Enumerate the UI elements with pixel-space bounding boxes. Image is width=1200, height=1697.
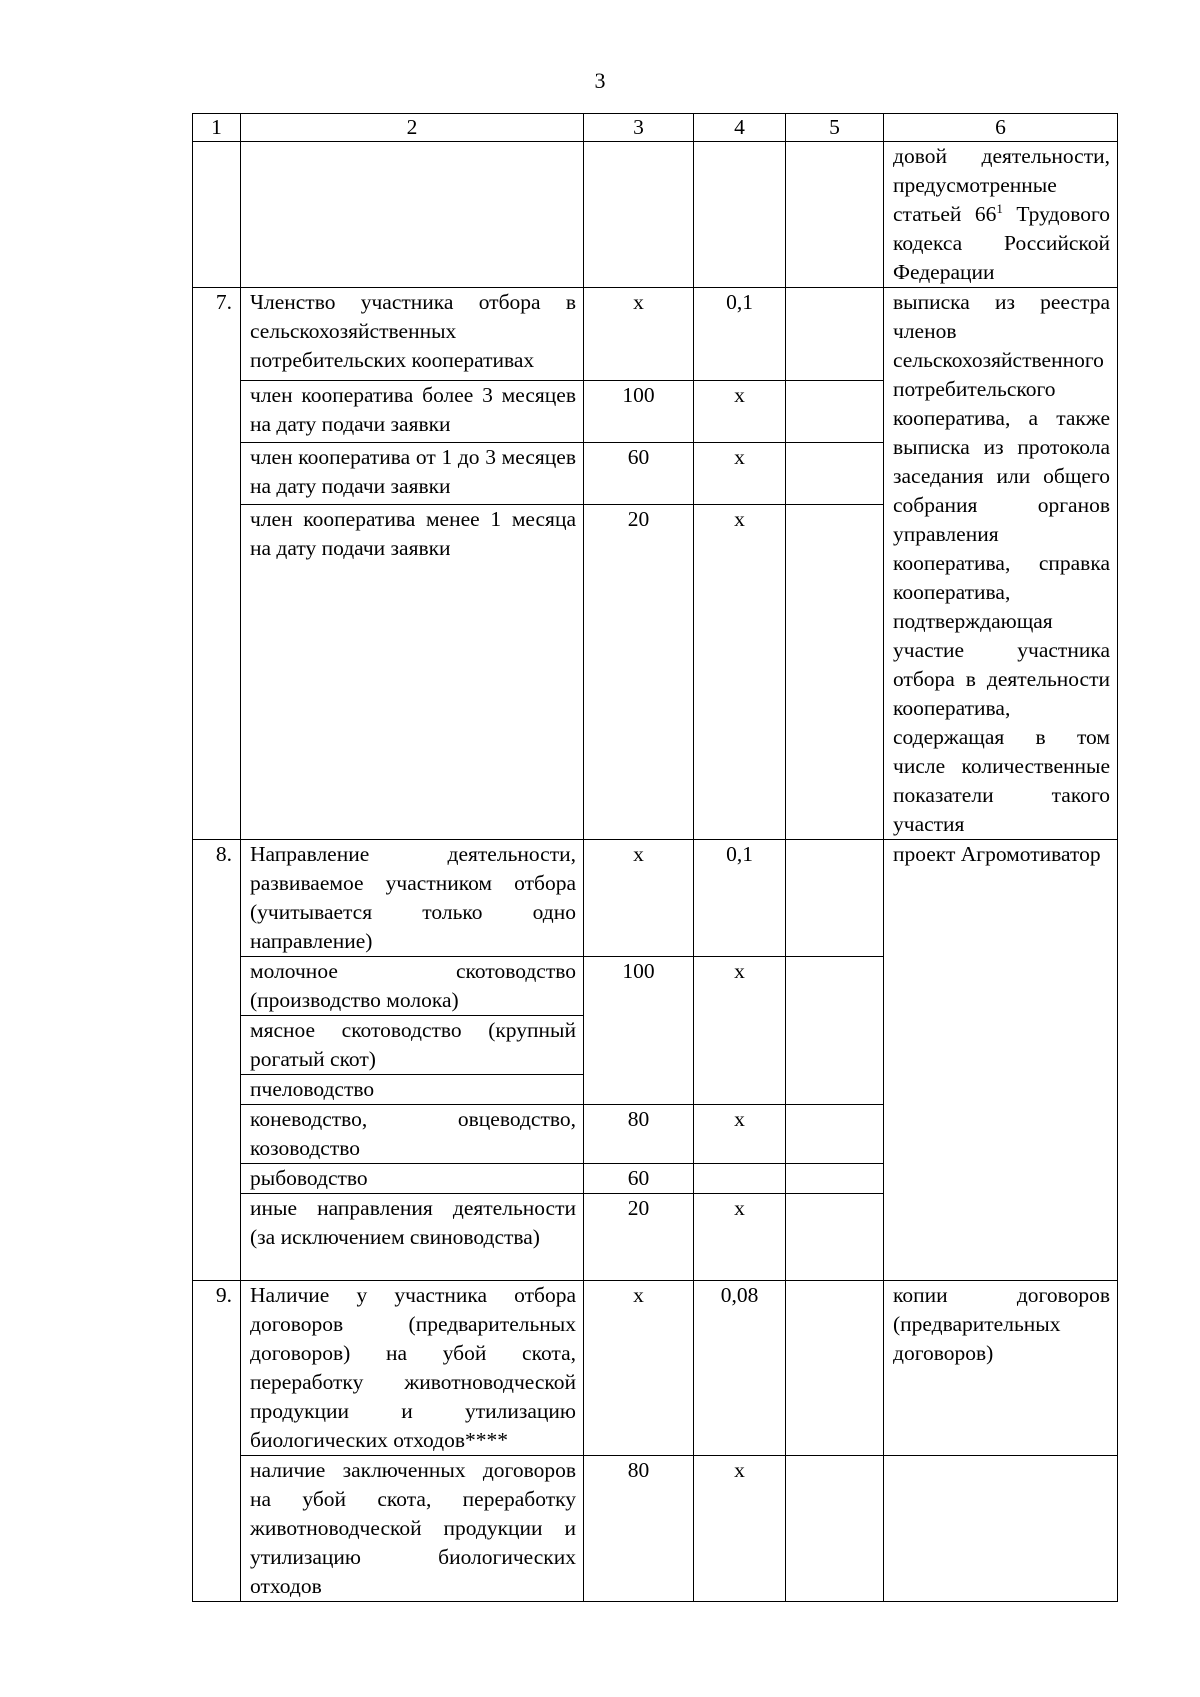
points-value: х [584,288,694,381]
criterion-cell [241,142,584,288]
table-header-row [193,114,1118,142]
document-cell: копии договоров (предварительных договоров) [884,1281,1118,1456]
column-header-3: 3 [584,114,694,142]
table-row-continuation [193,142,1118,288]
document-cell: проект Агромотиватор [884,840,1118,1281]
value-cell [786,1281,884,1456]
document-cell [884,142,1118,288]
weight-value: х [694,380,786,442]
sub-criterion: пчеловодство [241,1075,584,1105]
number-cell [193,380,241,442]
number-cell [193,442,241,504]
number-cell [193,1456,241,1602]
weight-value: х [694,1456,786,1602]
sub-criterion: мясное скотоводство (крупный рогатый скот) [241,1016,584,1075]
points-value: х [584,840,694,957]
number-cell [193,1105,241,1164]
points-value: 80 [584,1105,694,1164]
article-superscript: 1 [996,201,1003,216]
row-number: 9. [193,1281,241,1456]
criterion-title: Членство участника отбора в сельскохозяйственных потребительских кооперативах [241,288,584,381]
document-text-part2: Трудового кодекса Российской Федерации [893,202,1110,284]
number-cell [193,142,241,288]
value-cell [786,1105,884,1164]
column-header-6: 6 [884,114,1118,142]
value-cell [786,957,884,1105]
value-cell [786,840,884,957]
value-cell [786,142,884,288]
weight-cell [694,142,786,288]
points-value: 60 [584,1164,694,1194]
weight-value: х [694,442,786,504]
weight-value: 0,08 [694,1281,786,1456]
value-cell [786,288,884,381]
points-value: х [584,1281,694,1456]
points-cell [584,142,694,288]
row-number: 8. [193,840,241,957]
document-cell [884,1456,1118,1602]
sub-criterion: наличие заключенных договоров на убой скота, переработку животноводческой продукции и утилизацию биологических отходов [241,1456,584,1602]
points-value: 60 [584,442,694,504]
page-number: 3 [594,68,606,93]
value-cell [786,1164,884,1194]
criteria-table [192,113,1118,1602]
column-header-1: 1 [193,114,241,142]
number-cell [193,1164,241,1194]
points-value: 20 [584,504,694,839]
weight-value: 0,1 [694,840,786,957]
table-row-8 [193,840,1118,957]
criterion-title: Направление деятельности, развиваемое участником отбора (учитывается только одно направление) [241,840,584,957]
sub-criterion: член кооператива от 1 до 3 месяцев на дату подачи заявки [241,442,584,504]
value-cell [786,442,884,504]
sub-criterion: молочное скотоводство (производство молока) [241,957,584,1016]
criterion-title: Наличие у участника отбора договоров (предварительных договоров) на убой скота, переработку животноводческой продукции и утилизацию биологических отходов**** [241,1281,584,1456]
table-row-9-sub-1 [193,1456,1118,1602]
points-value: 100 [584,380,694,442]
weight-value: х [694,504,786,839]
document-cell: выписка из реестра членов сельскохозяйственного потребительского кооператива, а также выписка из протокола заседания или общего собрания органов управления кооператива, справка кооператива, подтверждающая участие участника отбора в деятельности кооператива, содержащая в том числе количественные показатели такого участия [884,288,1118,840]
column-header-4: 4 [694,114,786,142]
table-row-9 [193,1281,1118,1456]
sub-criterion: член кооператива менее 1 месяца на дату подачи заявки [241,504,584,839]
document-text-part1: довой деятельности, предусмотренные статьей 66 [893,144,1110,226]
number-cell [193,1075,241,1105]
value-cell [786,380,884,442]
weight-value [694,1164,786,1194]
weight-value: 0,1 [694,288,786,381]
value-cell [786,1194,884,1281]
number-cell [193,1194,241,1281]
number-cell [193,1016,241,1075]
number-cell [193,504,241,839]
column-header-2: 2 [241,114,584,142]
sub-criterion: иные направления деятельности (за исключением свиноводства) [241,1194,584,1281]
weight-value: х [694,1105,786,1164]
column-header-5: 5 [786,114,884,142]
points-value: 20 [584,1194,694,1281]
points-value: 100 [584,957,694,1105]
sub-criterion: член кооператива более 3 месяцев на дату подачи заявки [241,380,584,442]
weight-value: х [694,1194,786,1281]
points-value: 80 [584,1456,694,1602]
table-row-7 [193,288,1118,381]
row-number: 7. [193,288,241,381]
number-cell [193,957,241,1016]
sub-criterion: коневодство, овцеводство, козоводство [241,1105,584,1164]
value-cell [786,504,884,839]
value-cell [786,1456,884,1602]
weight-value: х [694,957,786,1105]
sub-criterion: рыбоводство [241,1164,584,1194]
